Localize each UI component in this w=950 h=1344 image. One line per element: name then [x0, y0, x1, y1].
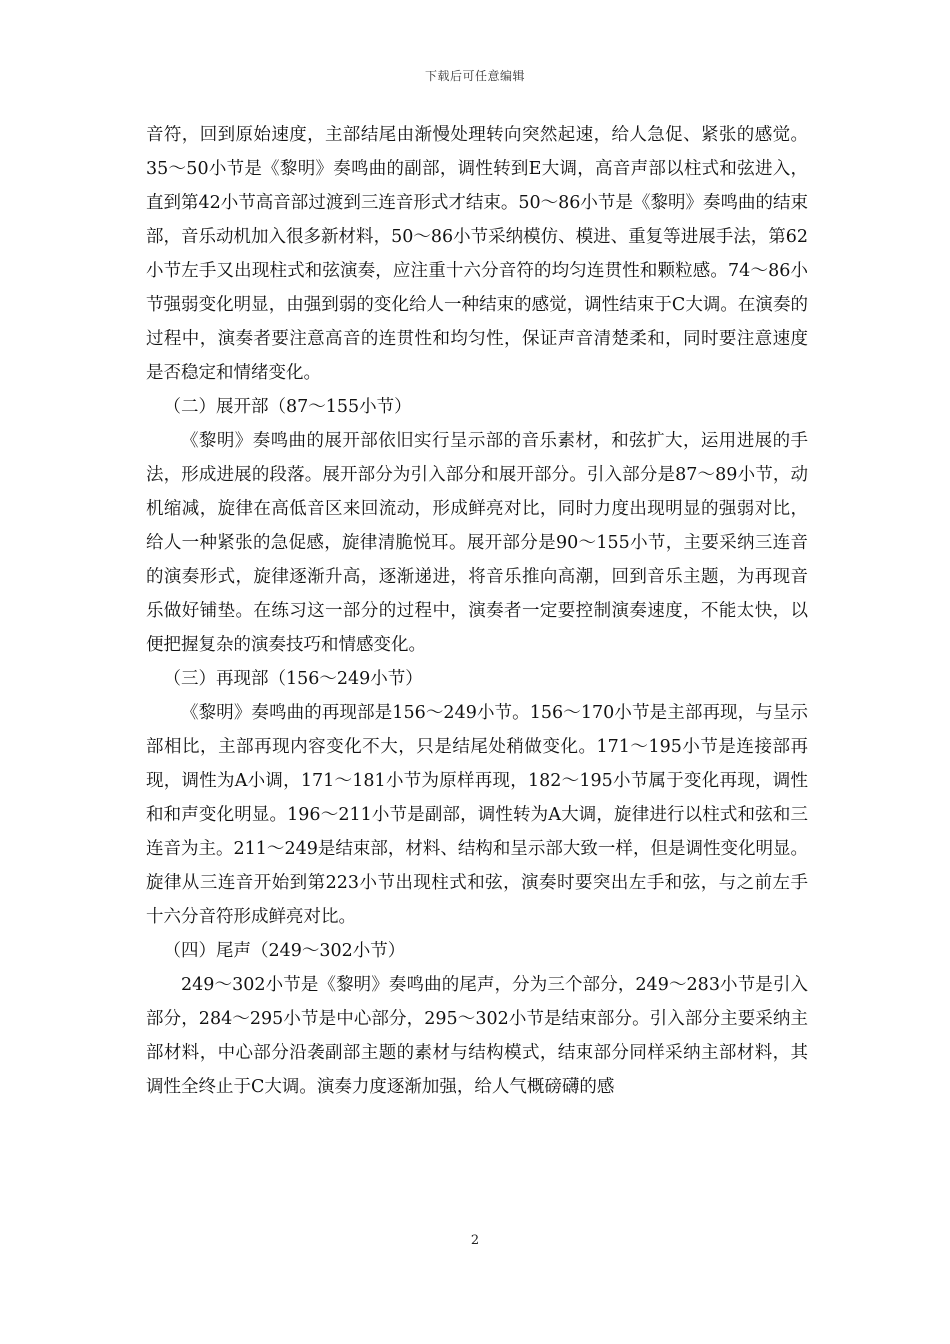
page-header-note: 下载后可任意编辑 — [424, 69, 525, 83]
document-body — [146, 118, 808, 1104]
development-paragraph: 《黎明》奏鸣曲的展开部依旧实行呈示部的音乐素材，和弦扩大，运用进展的手法，形成进展的段落。展开部分为引入部分和展开部分。引入部分是87～89小节，动机缩减，旋律在高低音区来回流动，形成鲜亮对比，同时力度出现明显的强弱对比，给人一种紧张的急促感，旋律清脆悦耳。展开部分是90～155小节，主要采纳三连音的演奏形式，旋律逐渐升高，逐渐递进，将音乐推向高潮，回到音乐主题，为再现音乐做好铺垫。在练习这一部分的过程中，演奏者一定要控制演奏速度，不能太快，以便把握复杂的演奏技巧和情感变化。 — [146, 431, 808, 655]
section-heading-recapitulation: （三）再现部（156～249小节） — [163, 669, 423, 689]
coda-paragraph: 249～302小节是《黎明》奏鸣曲的尾声，分为三个部分，249～283小节是引入部分，284～295小节是中心部分，295～302小节是结束部分。引入部分主要采纳主部材料，中心部分沿袭副部主题的素材与结构模式，结束部分同样采纳主部材料，其调性全终止于C大调。演奏力度逐渐加强，给人气概磅礴的感 — [146, 975, 808, 1097]
section-heading-coda: （四）尾声（249～302小节） — [163, 941, 406, 961]
section-heading-development: （二）展开部（87～155小节） — [163, 397, 412, 417]
recapitulation-paragraph: 《黎明》奏鸣曲的再现部是156～249小节。156～170小节是主部再现，与呈示部相比，主部再现内容变化不大，只是结尾处稍做变化。171～195小节是连接部再现，调性为A小调，171～181小节为原样再现，182～195小节属于变化再现，调性和和声变化明显。196～211小节是副部，调性转为A大调，旋律进行以柱式和弦和三连音为主。211～249是结束部，材料、结构和呈示部大致一样，但是调性变化明显。旋律从三连音开始到第223小节出现柱式和弦，演奏时要突出左手和弦，与之前左手十六分音符形成鲜亮对比。 — [146, 703, 808, 927]
page-number: 2 — [470, 1233, 480, 1248]
continuation-paragraph: 音符，回到原始速度，主部结尾由渐慢处理转向突然起速，给人急促、紧张的感觉。35～50小节是《黎明》奏鸣曲的副部，调性转到E大调，高音声部以柱式和弦进入，直到第42小节高音部过渡到三连音形式才结束。50～86小节是《黎明》奏鸣曲的结束部，音乐动机加入很多新材料，50～86小节采纳模仿、模进、重复等进展手法，第62小节左手又出现柱式和弦演奏，应注重十六分音符的均匀连贯性和颗粒感。74～86小节强弱变化明显，由强到弱的变化给人一种结束的感觉，调性结束于C大调。在演奏的过程中，演奏者要注意高音的连贯性和均匀性，保证声音清楚柔和，同时要注意速度是否稳定和情绪变化。 — [146, 125, 808, 383]
